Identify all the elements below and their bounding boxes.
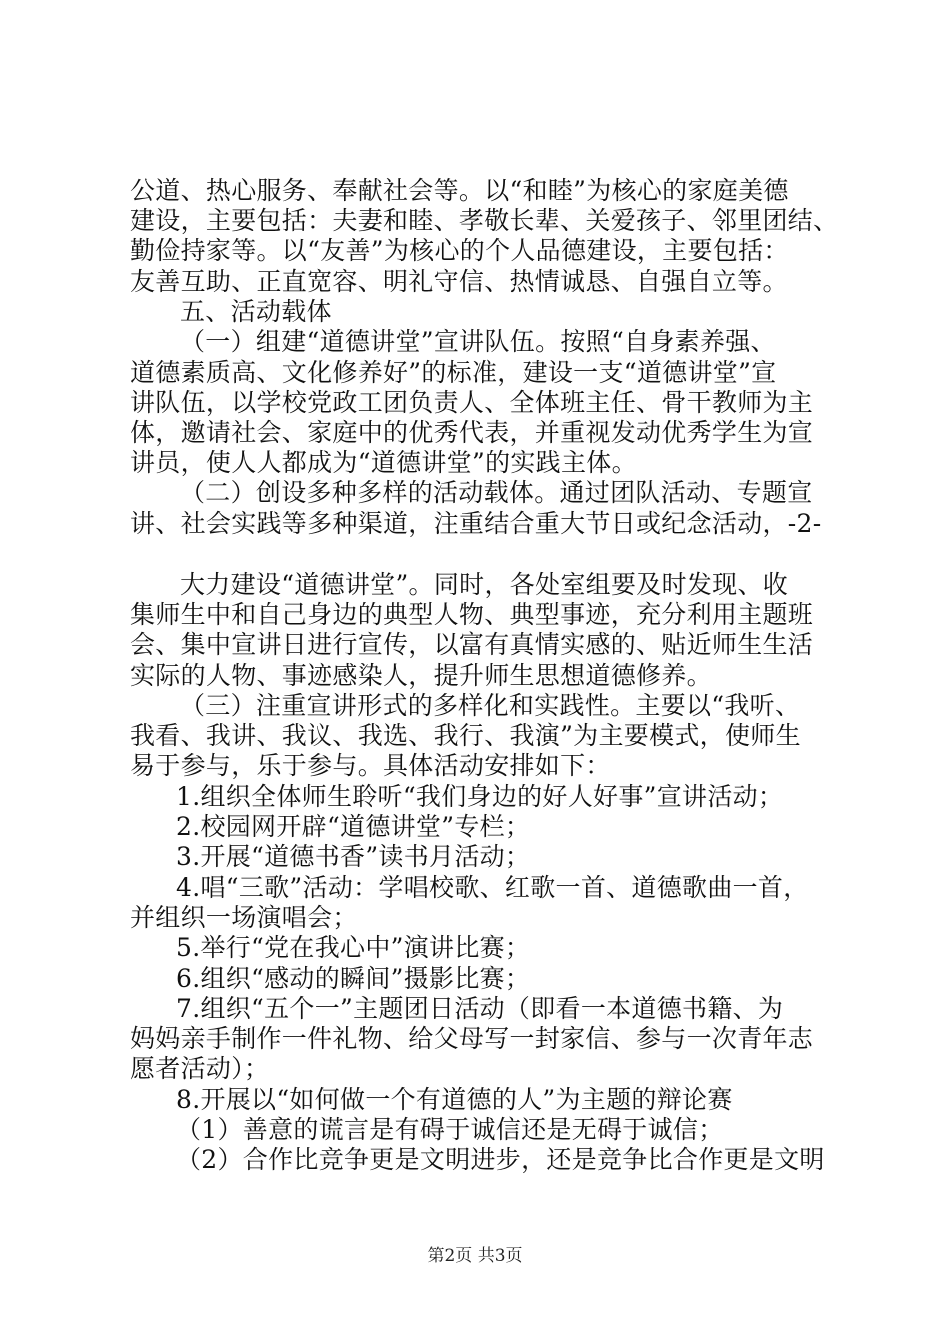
text-line: 妈妈亲手制作一件礼物、给父母写一封家信、参与一次青年志 (130, 1024, 814, 1053)
page-number-footer: 第2页 共3页 (427, 1246, 523, 1266)
text-line: 讲队伍，以学校党政工团负责人、全体班主任、骨干教师为主 (130, 388, 814, 417)
list-item: 6.组织“感动的瞬间”摄影比赛； (176, 964, 531, 993)
list-item: 2.校园网开辟“道德讲堂”专栏； (176, 812, 531, 841)
text-line: 体，邀请社会、家庭中的优秀代表，并重视发动优秀学生为宣 (130, 418, 814, 447)
sub-list-item: （2）合作比竞争更是文明进步，还是竞争比合作更是文明 (176, 1145, 825, 1174)
text-line: 友善互助、正直宽容、明礼守信、热情诚恳、自强自立等。 (130, 267, 788, 296)
text-line: 道德素质高、文化修养好”的标准，建设一支“道德讲堂”宣 (130, 358, 777, 387)
text-line: （一）组建“道德讲堂”宣讲队伍。按照“自身素养强、 (180, 327, 776, 356)
text-line: 我看、我讲、我议、我选、我行、我演”为主要模式，使师生 (130, 721, 801, 750)
section-heading: 五、活动载体 (180, 297, 332, 326)
text-line: 会、集中宣讲日进行宣传，以富有真情实感的、贴近师生生活 (130, 630, 814, 659)
text-line: 集师生中和自己身边的典型人物、典型事迹，充分利用主题班 (130, 600, 814, 629)
text-line: 讲、社会实践等多种渠道，注重结合重大节日或纪念活动，-2- (130, 509, 822, 538)
list-item: 5.举行“党在我心中”演讲比赛； (176, 933, 531, 962)
sub-list-item: （1）善意的谎言是有碍于诚信还是无碍于诚信； (176, 1115, 724, 1144)
text-line: 愿者活动）； (130, 1054, 270, 1083)
list-item: 7.组织“五个一”主题团日活动（即看一本道德书籍、为 (176, 994, 784, 1023)
list-item: 3.开展“道德书香”读书月活动； (176, 842, 531, 871)
list-item: 8.开展以“如何做一个有道德的人”为主题的辩论赛 (176, 1085, 733, 1114)
text-line: 实际的人物、事迹感染人，提升师生思想道德修养。 (130, 661, 712, 690)
text-line: （三）注重宣讲形式的多样化和实践性。主要以“我听、 (180, 691, 801, 720)
list-item: 4.唱“三歌”活动：学唱校歌、红歌一首、道德歌曲一首， (176, 873, 809, 902)
text-line: 并组织一场演唱会； (130, 903, 358, 932)
text-line: 建设，主要包括：夫妻和睦、孝敬长辈、关爱孩子、邻里团结、 (130, 206, 839, 235)
text-line: 讲员，使人人都成为“道德讲堂”的实践主体。 (130, 448, 637, 477)
text-line: （二）创设多种多样的活动载体。通过团队活动、专题宣 (180, 478, 813, 507)
text-line: 公道、热心服务、奉献社会等。以“和睦”为核心的家庭美德 (130, 176, 789, 205)
list-item: 1.组织全体师生聆听“我们身边的好人好事”宣讲活动； (176, 782, 784, 811)
text-line: 大力建设“道德讲堂”。同时，各处室组要及时发现、收 (180, 570, 789, 599)
text-line: 勤俭持家等。以“友善”为核心的个人品德建设，主要包括： (130, 236, 789, 265)
text-line: 易于参与，乐于参与。具体活动安排如下： (130, 751, 611, 780)
